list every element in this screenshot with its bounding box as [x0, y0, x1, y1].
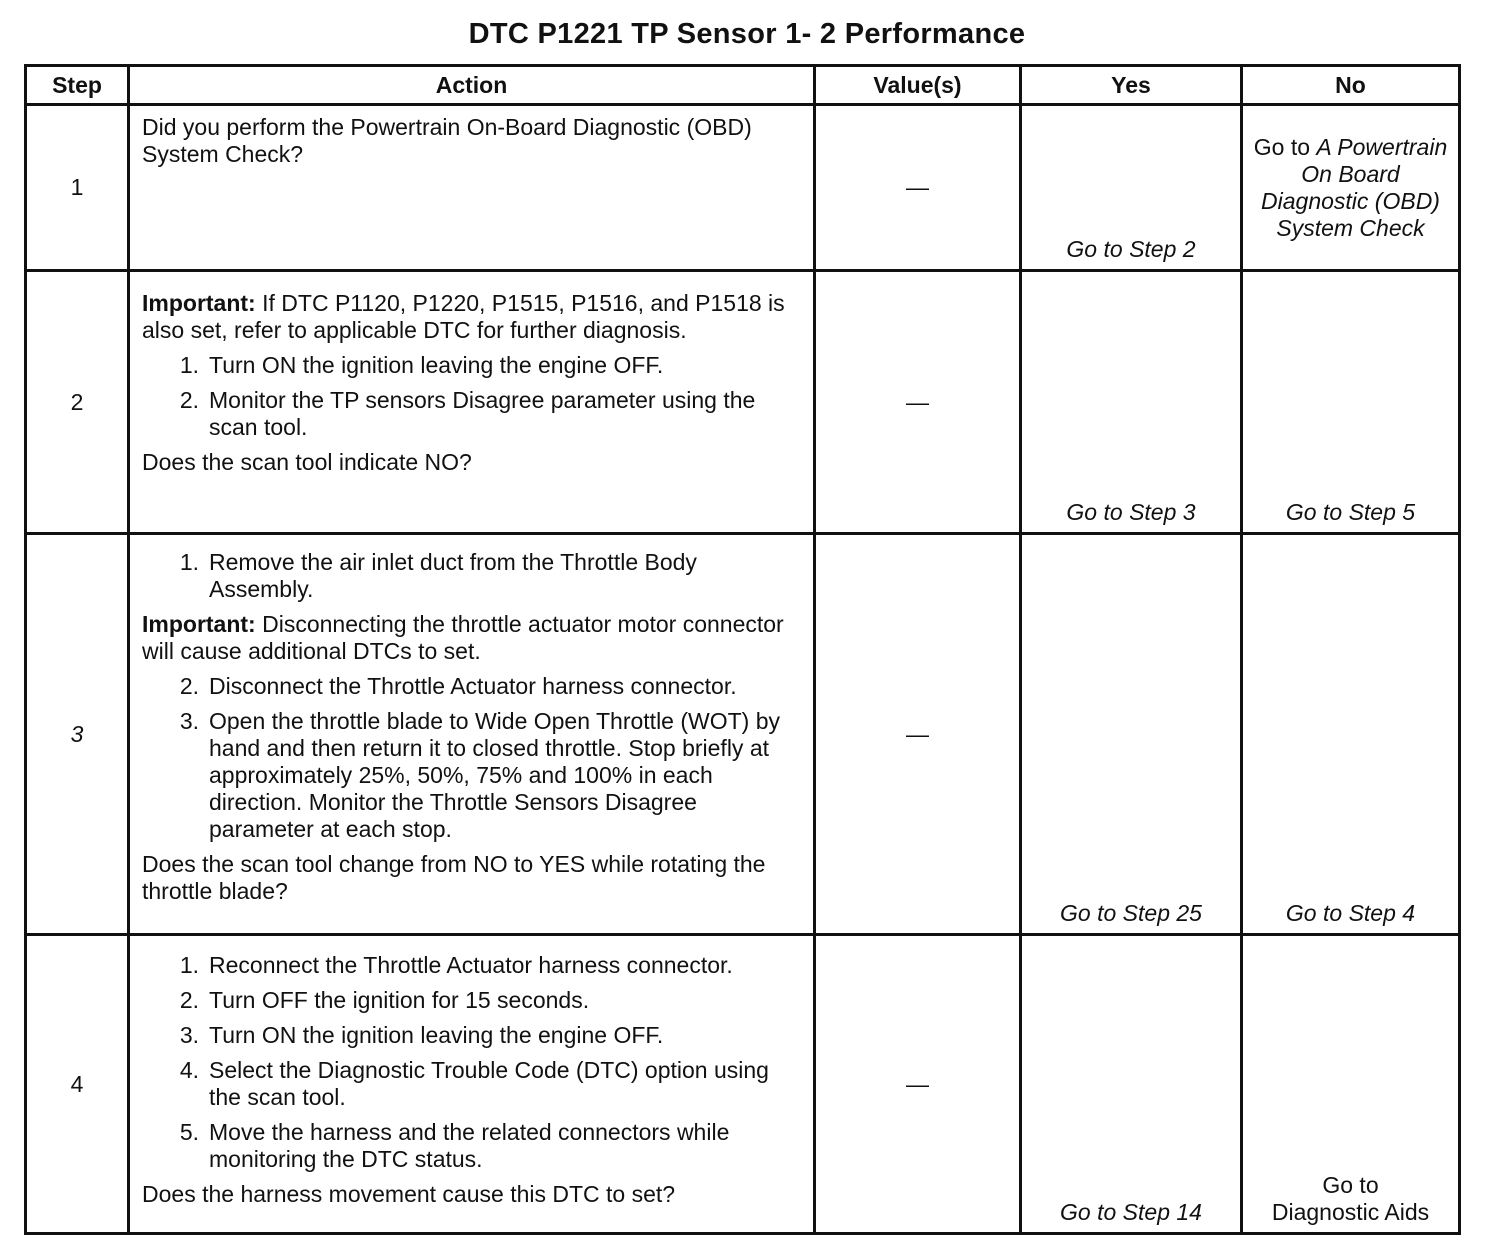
table-header-row — [26, 66, 1460, 105]
action-question: Does the harness movement cause this DTC to set? — [142, 1181, 676, 1207]
item-text: Select the Diagnostic Trouble Code (DTC) option using the scan tool. — [209, 1057, 769, 1110]
item-number: 1. — [179, 952, 199, 978]
item-text: Reconnect the Throttle Actuator harness connector. — [209, 952, 733, 978]
no-link-text: A Powertrain On Board Diagnostic (OBD) System Check — [1261, 133, 1448, 241]
no-cell: Go to Step 4 — [1242, 534, 1460, 935]
action-steps-list — [142, 549, 803, 603]
list-item — [142, 952, 803, 979]
item-number: 2. — [179, 987, 199, 1013]
list-item — [142, 673, 803, 700]
item-number: 3. — [179, 1022, 199, 1048]
step-number: 3 — [26, 534, 129, 935]
no-prefix: Go to — [1253, 133, 1317, 160]
item-text: Turn ON the ignition leaving the engine OFF. — [209, 352, 664, 378]
table-row — [26, 271, 1460, 534]
no-cell — [1242, 105, 1460, 271]
list-item — [142, 1022, 803, 1049]
action-question: Does the scan tool indicate NO? — [142, 449, 472, 475]
important-label: Important: — [142, 290, 256, 316]
no-line-1: Go to — [1322, 1172, 1379, 1198]
item-number: 1. — [179, 549, 199, 575]
diagnostic-table — [24, 64, 1461, 1235]
important-text: If DTC P1120, P1220, P1515, P1516, and P1518 is also set, refer to applicable DTC for further diagnosis. — [142, 290, 785, 343]
action-cell — [129, 935, 815, 1234]
list-item — [142, 352, 803, 379]
item-text: Monitor the TP sensors Disagree parameter using the scan tool. — [209, 387, 756, 440]
table-row — [26, 105, 1460, 271]
value-text: — — [906, 174, 929, 200]
list-item — [142, 1057, 803, 1111]
action-question: Did you perform the Powertrain On-Board Diagnostic (OBD) System Check? — [142, 114, 752, 167]
item-number: 4. — [179, 1057, 199, 1083]
important-note — [142, 611, 803, 665]
value-cell — [815, 271, 1021, 534]
item-number: 2. — [179, 673, 199, 699]
list-item — [142, 987, 803, 1014]
step-number: 2 — [26, 271, 129, 534]
item-text: Open the throttle blade to Wide Open Throttle (WOT) by hand and then return it to closed throttle. Stop briefly at approximately 25%, 50%, 75% and 100% in each direction. Monitor the Throttle Sensors Disagree parameter at each stop. — [209, 708, 781, 842]
yes-cell: Go to Step 2 — [1021, 105, 1242, 271]
list-item — [142, 549, 803, 603]
important-text: Disconnecting the throttle actuator motor connector will cause additional DTCs to set. — [142, 611, 784, 664]
action-steps-list — [142, 673, 803, 843]
value-text: — — [906, 388, 929, 415]
no-line-2: Diagnostic Aids — [1271, 1199, 1430, 1225]
item-text: Turn ON the ignition leaving the engine OFF. — [209, 1022, 664, 1048]
yes-cell: Go to Step 25 — [1021, 534, 1242, 935]
item-number: 5. — [179, 1119, 199, 1145]
list-item — [142, 387, 803, 441]
header-no: No — [1242, 66, 1460, 105]
header-yes: Yes — [1021, 66, 1242, 105]
header-values: Value(s) — [815, 66, 1021, 105]
item-number: 3. — [179, 708, 199, 734]
item-text: Remove the air inlet duct from the Throttle Body Assembly. — [209, 549, 697, 602]
value-text: — — [906, 720, 929, 747]
action-cell — [129, 271, 815, 534]
header-step: Step — [26, 66, 129, 105]
action-steps-list — [142, 352, 803, 441]
action-cell — [129, 534, 815, 935]
table-row — [26, 534, 1460, 935]
action-steps-list — [142, 952, 803, 1173]
value-cell — [815, 105, 1021, 271]
list-item — [142, 708, 803, 843]
page-title: DTC P1221 TP Sensor 1- 2 Performance — [468, 18, 1026, 50]
header-action: Action — [129, 66, 815, 105]
value-text: — — [906, 1070, 929, 1097]
table-row — [26, 935, 1460, 1234]
list-item — [142, 1119, 803, 1173]
value-cell — [815, 935, 1021, 1234]
item-text: Move the harness and the related connectors while monitoring the DTC status. — [209, 1119, 730, 1172]
yes-cell: Go to Step 14 — [1021, 935, 1242, 1234]
action-question: Does the scan tool change from NO to YES while rotating the throttle blade? — [142, 851, 766, 904]
item-number: 1. — [179, 352, 199, 378]
step-number: 1 — [26, 105, 129, 271]
no-cell — [1242, 935, 1460, 1234]
item-number: 2. — [179, 387, 199, 413]
value-cell — [815, 534, 1021, 935]
yes-cell: Go to Step 3 — [1021, 271, 1242, 534]
no-cell: Go to Step 5 — [1242, 271, 1460, 534]
item-text: Disconnect the Throttle Actuator harness connector. — [209, 673, 737, 699]
action-cell — [129, 105, 815, 271]
important-label: Important: — [142, 611, 256, 637]
item-text: Turn OFF the ignition for 15 seconds. — [209, 987, 590, 1013]
important-note — [142, 290, 803, 344]
step-number: 4 — [26, 935, 129, 1234]
